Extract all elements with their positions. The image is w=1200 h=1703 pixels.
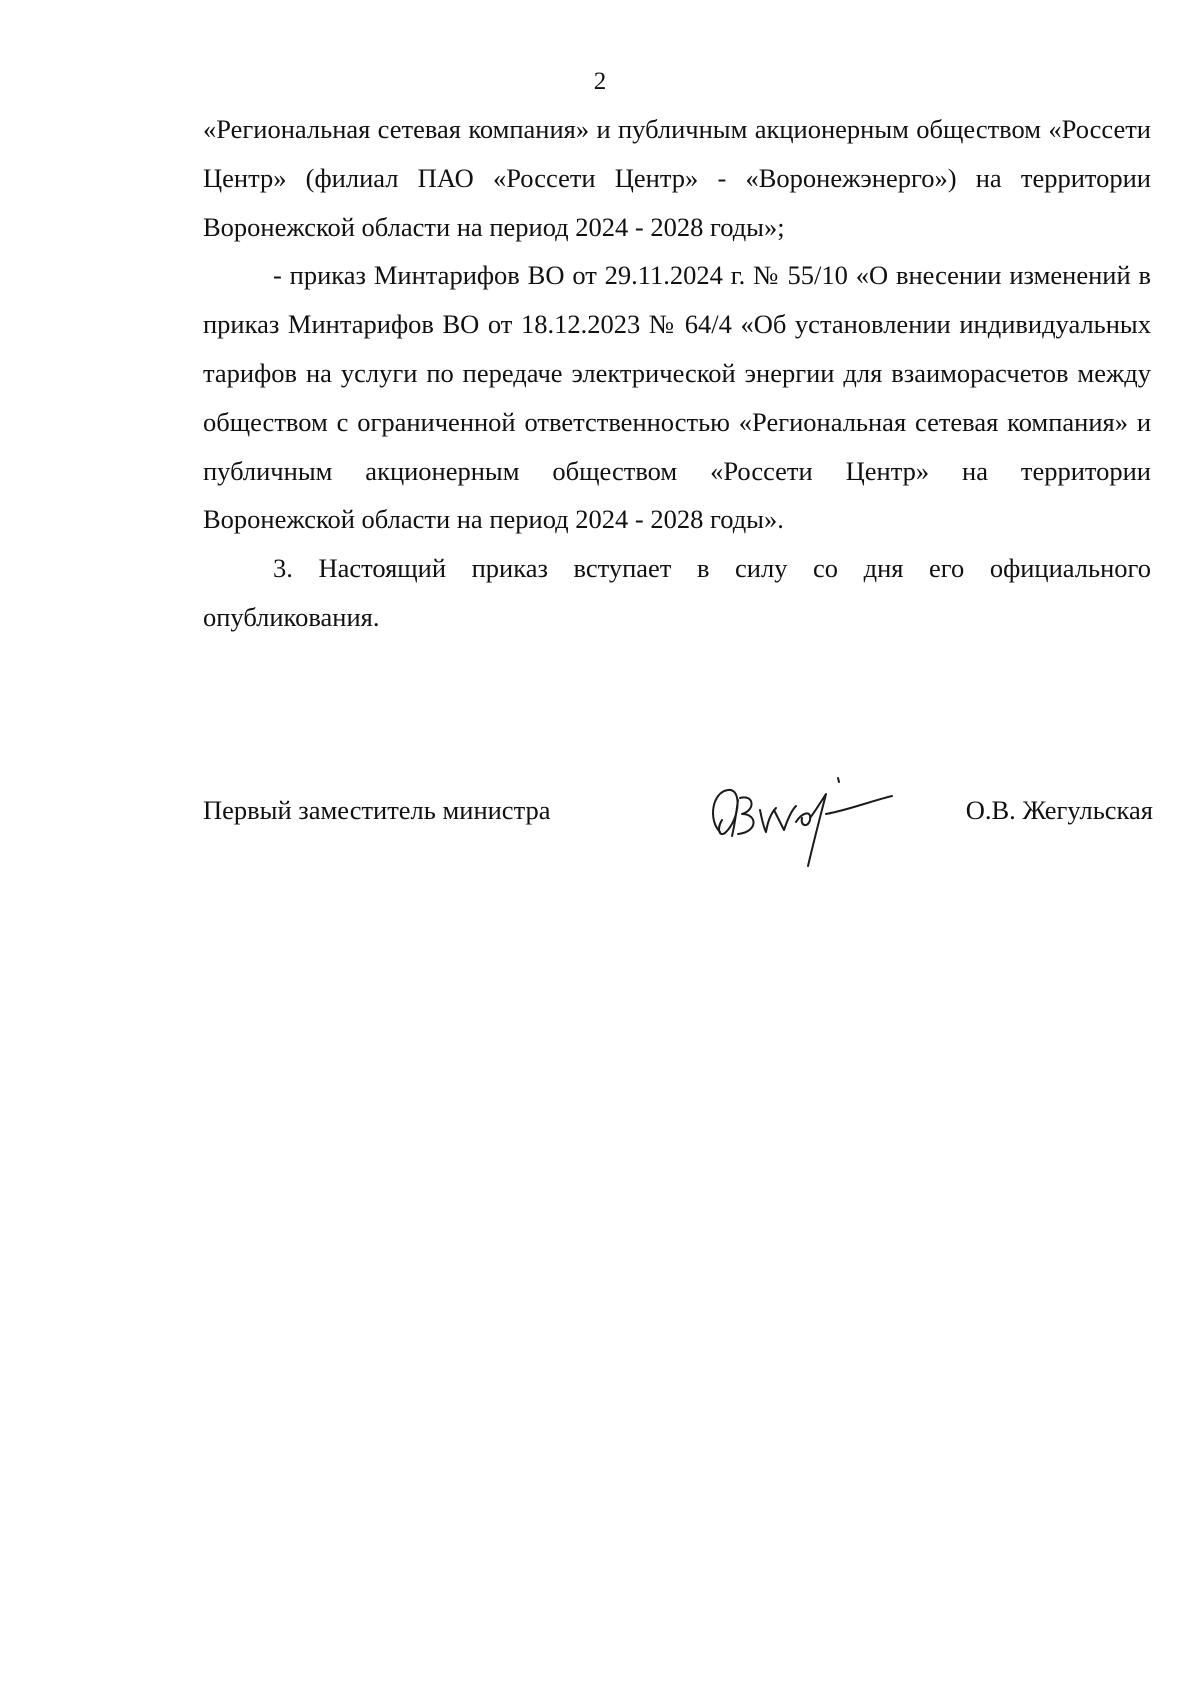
signatory-name: О.В. Жегульская [965,795,1153,825]
signature-block [203,770,1153,870]
signatory-title: Первый заместитель министра [203,795,551,825]
paragraph-continuation: «Региональная сетевая компания» и публичным акционерным обществом «Россети Центр» (филиал ПАО «Россети Центр» - «Воронежэнерго») на территории Воронежской области на период 2024 - 2028 годы»; [203,114,1151,242]
handwritten-signature [698,770,898,870]
paragraph-effective-date: 3. Настоящий приказ вступает в силу со дня его официального опубликования. [203,553,1151,632]
paragraph-order-item: - приказ Минтарифов ВО от 29.11.2024 г. № 55/10 «О внесении изменений в приказ Минтарифов ВО от 18.12.2023 № 64/4 «Об установлении индивидуальных тарифов на услуги по передаче электрической энергии для взаиморасчетов между обществом с ограниченной ответственностью «Региональная сетевая компания» и публичным акционерным обществом «Россети Центр» на территории Воронежской области на период 2024 - 2028 годы». [203,260,1151,535]
document-body [203,105,1151,642]
page-number: 2 [593,68,607,95]
